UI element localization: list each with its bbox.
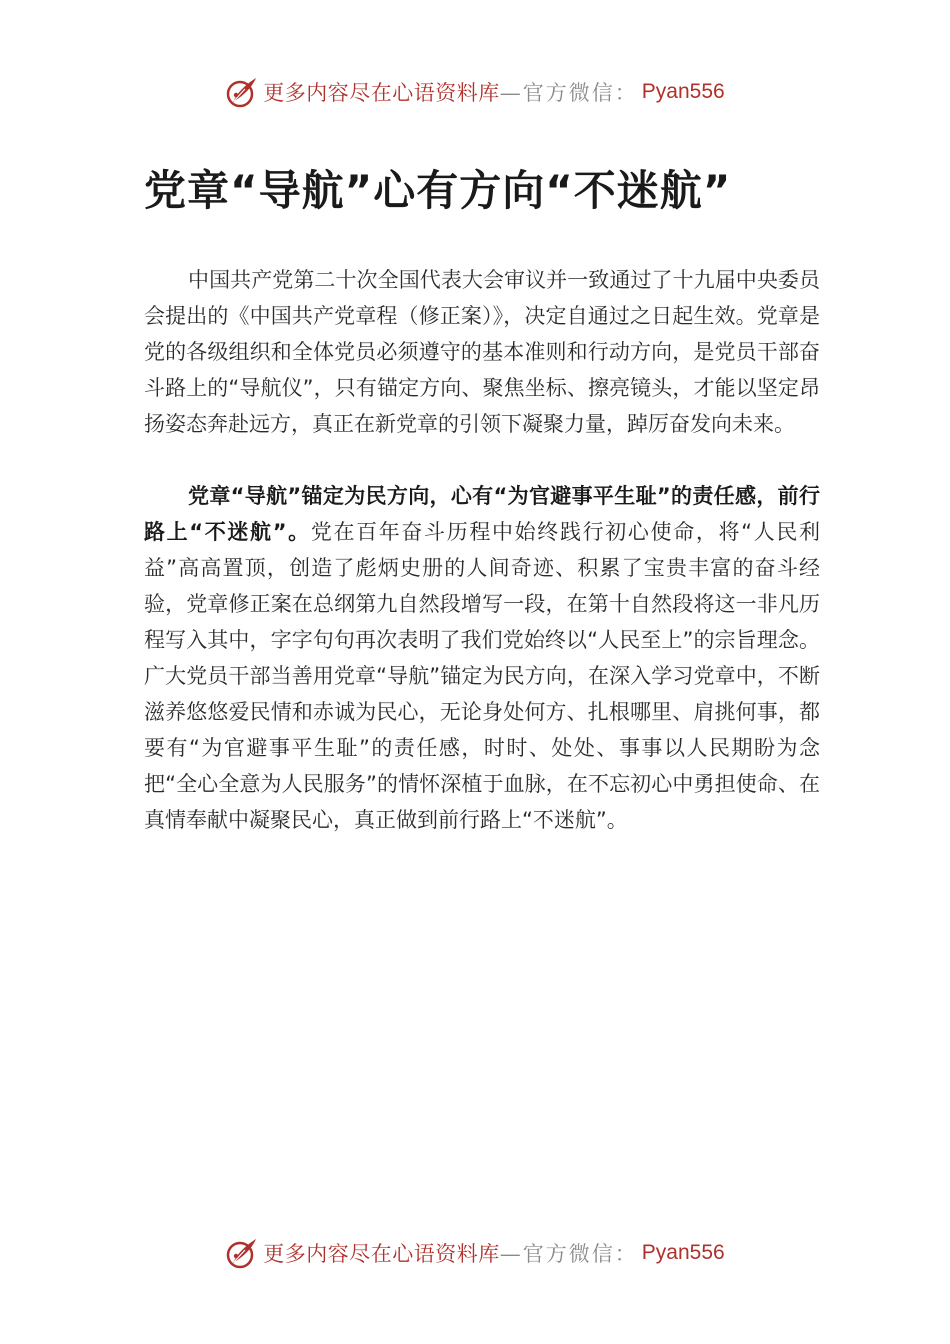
banner-tail-text: —官方微信：	[499, 1242, 638, 1266]
paragraph-text: 党在百年奋斗历程中始终践行初心使命，将“人民利益”高高置顶，创造了彪炳史册的人间奇迹、积累了宝贵丰富的奋斗经验，党章修正案在总纲第九自然段增写一段，在第十自然段将这一非凡历程写入其中，字字句句再次表明了我们党始终以“人民至上”的宗旨理念。广大党员干部当善用党章“导航”锚定为民方向，在深入学习党章中，不断滋养悠悠爱民情和赤诚为民心，无论身处何方、扎根哪里、肩挑何事，都要有“为官避事平生耻”的责任感，时时、处处、事事以人民期盼为念把“全心全意为人民服务”的情怀深植于血脉，在不忘初心中勇担使命、在真情奉献中凝聚民心，真正做到前行路上“不迷航”。	[144, 520, 820, 832]
footer-banner	[0, 1233, 950, 1273]
feather-quill-logo-icon	[225, 1236, 259, 1270]
banner-wechat-id: Pyan556	[641, 1241, 725, 1264]
banner-wechat-id: Pyan556	[641, 80, 725, 103]
banner-lead-text: 更多内容尽在心语资料库	[263, 81, 500, 105]
paragraph-intro	[144, 262, 820, 442]
page-title: 党章“导航”心有方向“不迷航”	[144, 166, 732, 215]
article-body	[144, 262, 820, 838]
banner-lead-text: 更多内容尽在心语资料库	[263, 1242, 500, 1266]
header-banner	[0, 72, 950, 112]
paragraph-heading-bold: 党章“导航”锚定为民方向，心有“为官避事平生耻”的责任感，前行路上“不迷航”。	[144, 484, 820, 544]
paragraph-text: 中国共产党第二十次全国代表大会审议并一致通过了十九届中央委员会提出的《中国共产党章程（修正案）》，决定自通过之日起生效。党章是党的各级组织和全体党员必须遵守的基本准则和行动方向，是党员干部奋斗路上的“导航仪”，只有锚定方向、聚焦坐标、擦亮镜头，才能以坚定昂扬姿态奔赴远方，真正在新党章的引领下凝聚力量，踔厉奋发向未来。	[144, 268, 820, 436]
paragraph-section-one	[144, 478, 820, 838]
banner-tail-text: —官方微信：	[499, 81, 638, 105]
feather-quill-logo-icon	[225, 75, 259, 109]
